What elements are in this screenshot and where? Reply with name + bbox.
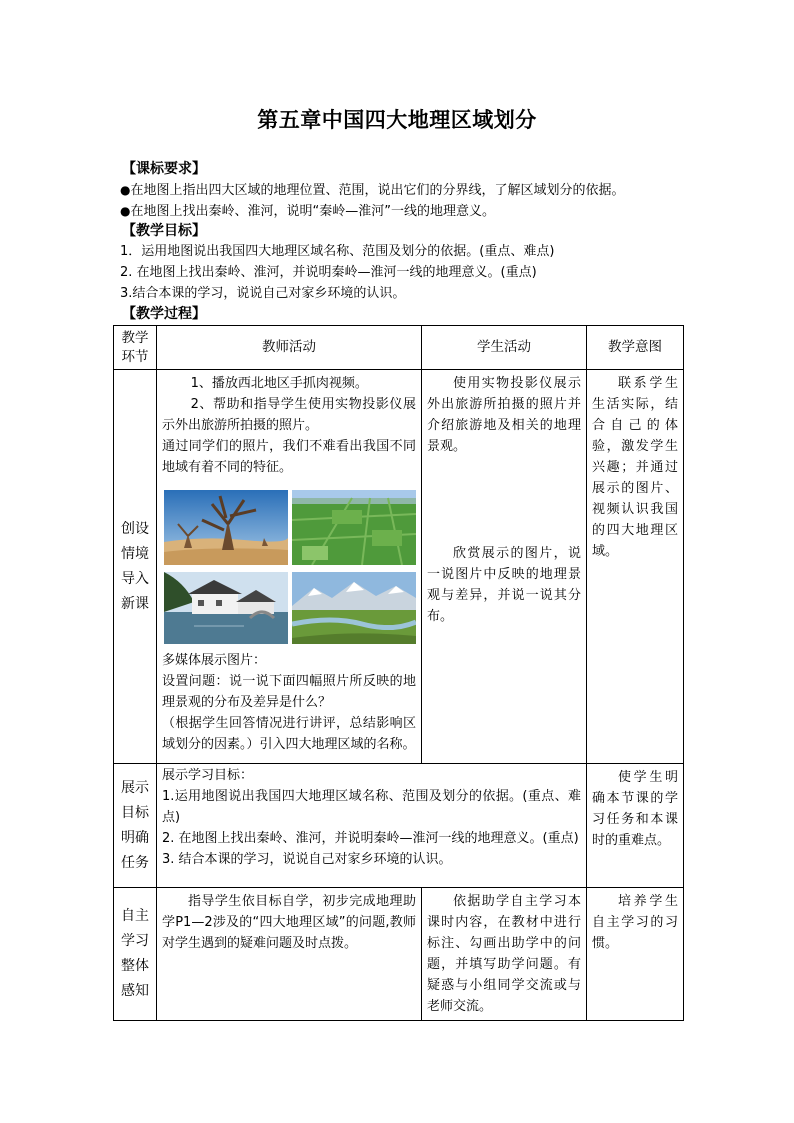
header-teacher: 教师活动 bbox=[157, 326, 422, 370]
stage-cell: 自主学习整体感知 bbox=[114, 888, 157, 1021]
teaching-intent-cell: 联系学生生活实际，结合自己的体验，激发学生兴趣；并通过展示的图片、视频认识我国的四大地理区域。 bbox=[587, 370, 684, 764]
standard-item-2: ●在地图上找出秦岭、淮河，说明“秦岭—淮河”一线的地理意义。 bbox=[120, 204, 495, 219]
student-activity-cell: 依据助学自主学习本课时内容，在教材中进行标注、勾画出助学中的问题，并填写助学问题。有疑惑与小组同学交流或与老师交流。 bbox=[422, 888, 587, 1021]
header-intent: 教学意图 bbox=[587, 326, 684, 370]
table-header-row bbox=[114, 326, 684, 370]
goal-item-3: 3.结合本课的学习，说说自己对家乡环境的认识。 bbox=[120, 286, 406, 301]
teacher-activity-cell: 1、播放西北地区手抓肉视频。 2、帮助和指导学生使用实物投影仪展示外出旅游所拍摄的照片。 通过同学们的照片，我们不难看出我国不同地域有着不同的特征。 多媒体展示图片： 设置问题：说一说下面四幅照片所反映的地理景观的分布及差异是什么？ （根据学生回答情况进行讲评，总结影响区域划分的因素。）引入四大地理区域的名称。 bbox=[157, 370, 422, 764]
stage-cell: 创设情境导入新课 bbox=[114, 370, 157, 764]
photo-grid bbox=[164, 490, 416, 644]
goal-item-2: 2. 在地图上找出秦岭、淮河，并说明秦岭—淮河一线的地理意义。(重点) bbox=[120, 265, 537, 280]
table-row bbox=[114, 370, 684, 764]
page-title: 第五章中国四大地理区域划分 bbox=[257, 107, 537, 132]
desert-poplar-photo bbox=[164, 490, 288, 565]
teaching-intent-cell: 培养学生自主学习的习惯。 bbox=[587, 888, 684, 1021]
snow-mountain-grassland-photo bbox=[292, 572, 416, 644]
standards-heading: 【课标要求】 bbox=[122, 161, 206, 177]
student-activity-cell: 使用实物投影仪展示外出旅游所拍摄的照片并介绍旅游地及相关的地理景观。 欣赏展示的图片，说一说图片中反映的地理景观与差异，并说一说其分布。 bbox=[422, 370, 587, 764]
water-town-photo bbox=[164, 572, 288, 644]
header-stage: 教学环节 bbox=[114, 326, 157, 370]
goals-heading: 【教学目标】 bbox=[122, 223, 206, 239]
table-row bbox=[114, 764, 684, 888]
goal-item-1: 1．运用地图说出我国四大地理区域名称、范围及划分的依据。(重点、难点) bbox=[120, 244, 555, 259]
table-row bbox=[114, 888, 684, 1021]
process-heading: 【教学过程】 bbox=[122, 306, 206, 322]
teacher-activity-cell: 展示学习目标： 1.运用地图说出我国四大地理区域名称、范围及划分的依据。(重点、难点) 2. 在地图上找出秦岭、淮河，并说明秦岭—淮河一线的地理意义。(重点) 3. 结合本课的学习，说说自己对家乡环境的认识。 bbox=[157, 764, 587, 888]
stage-cell: 展示目标明确任务 bbox=[114, 764, 157, 888]
teacher-activity-cell: 指导学生依目标自学，初步完成地理助学P1—2涉及的“四大地理区域”的问题,教师对学生遇到的疑难问题及时点拨。 bbox=[157, 888, 422, 1021]
header-student: 学生活动 bbox=[422, 326, 587, 370]
bullet-icon: ● bbox=[120, 183, 131, 197]
standard-item-1: ●在地图上指出四大区域的地理位置、范围，说出它们的分界线，了解区域划分的依据。 bbox=[120, 183, 625, 198]
bullet-icon: ● bbox=[120, 204, 131, 218]
green-farmland-photo bbox=[292, 490, 416, 565]
teaching-process-table bbox=[113, 325, 684, 1021]
teaching-intent-cell: 使学生明确本节课的学习任务和本课时的重难点。 bbox=[587, 764, 684, 888]
